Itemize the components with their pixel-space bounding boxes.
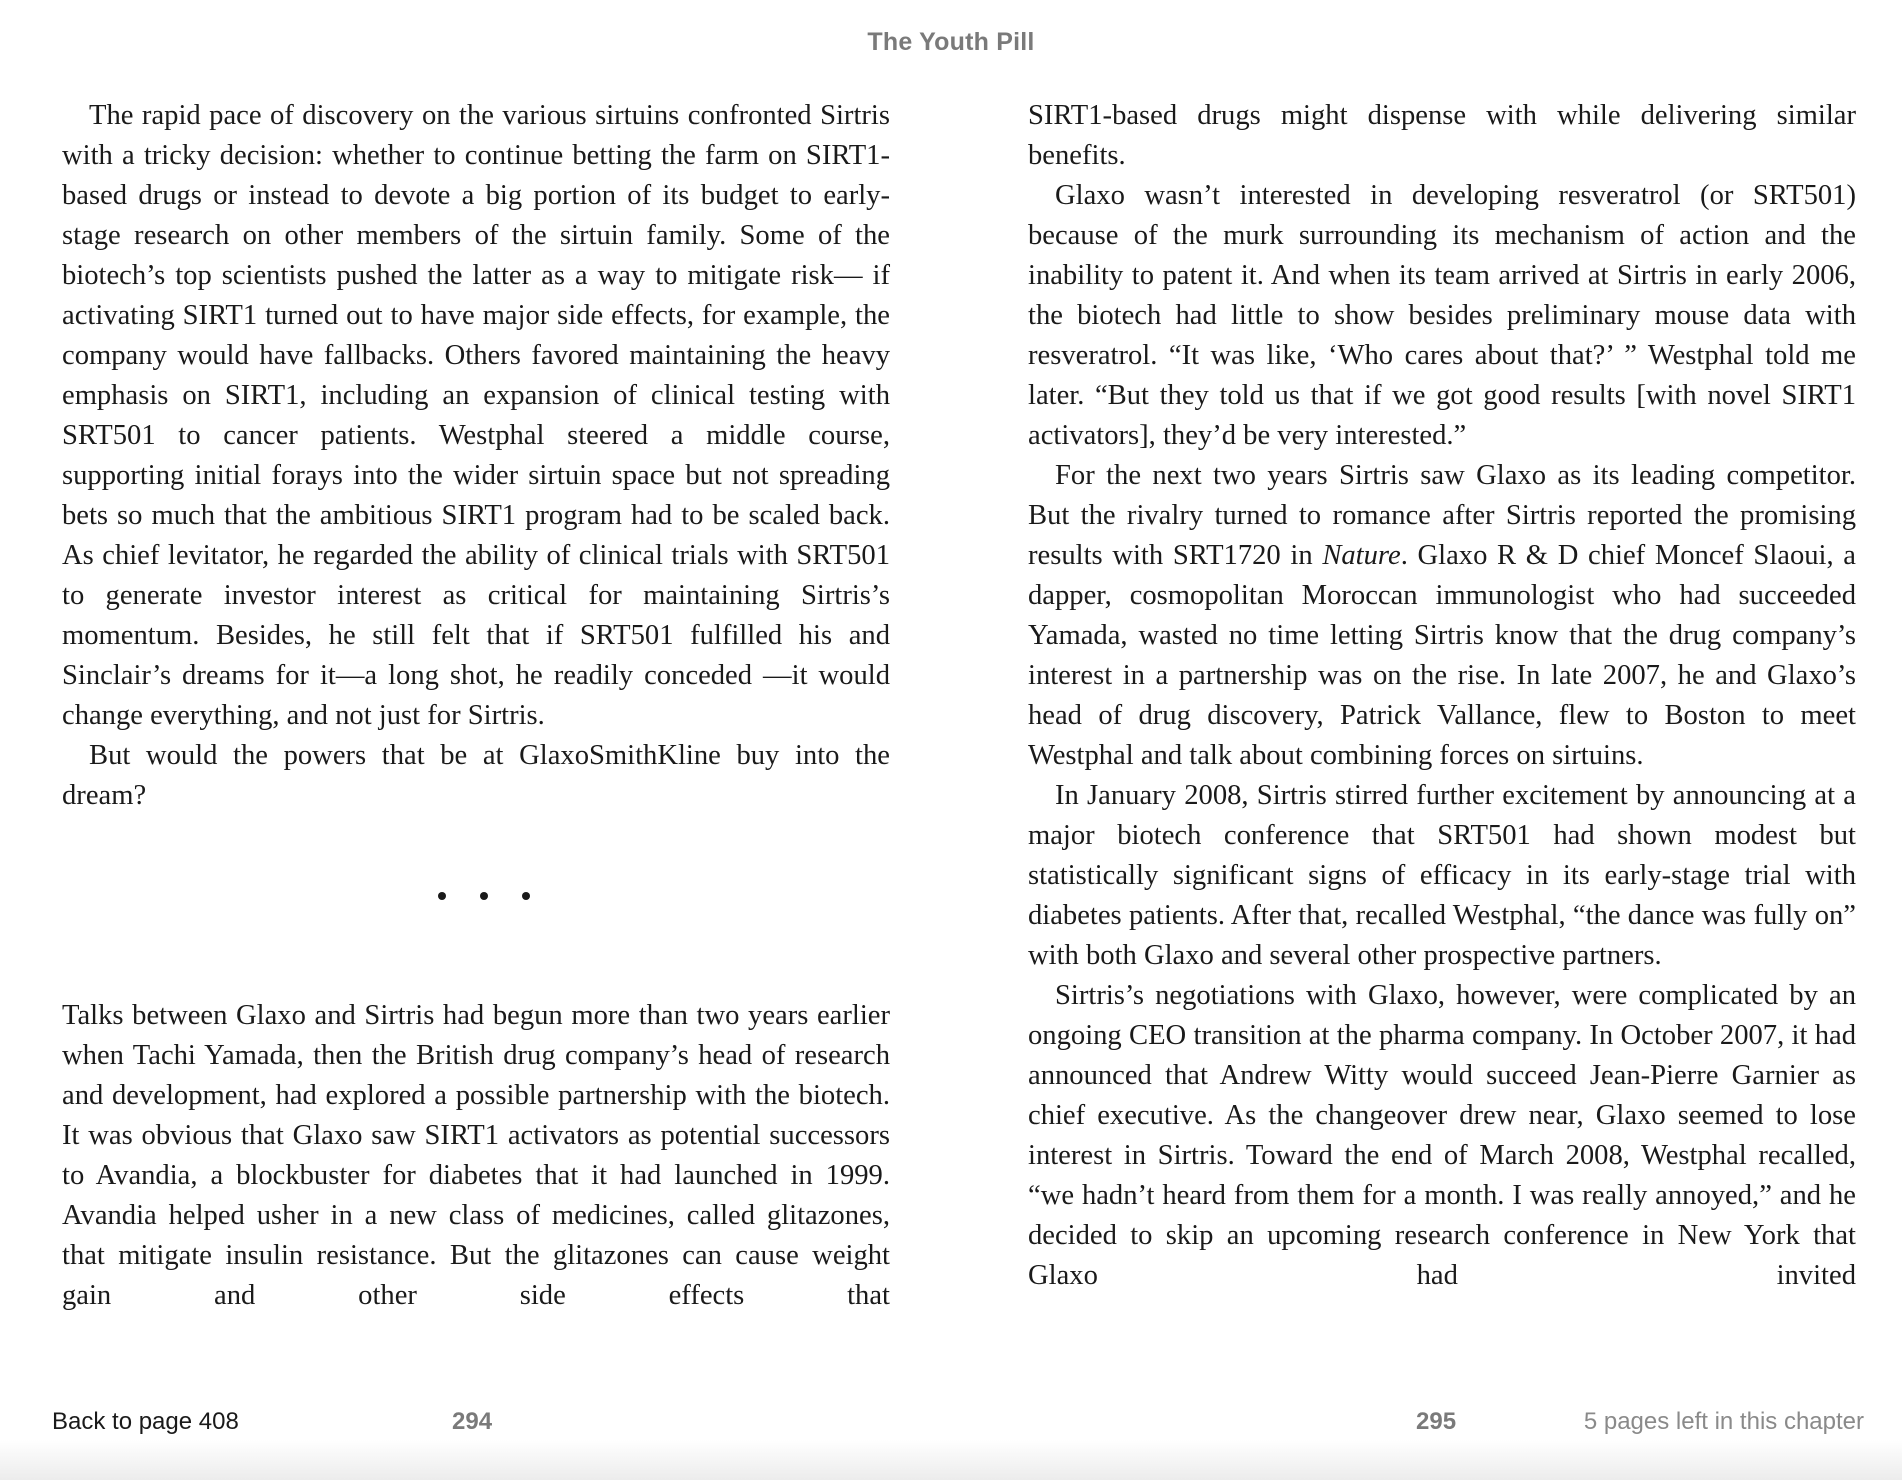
pages-left-in-chapter: 5 pages left in this chapter	[1583, 1408, 1864, 1435]
right-page	[1028, 96, 1856, 1296]
right-continuation: SIRT1-based drugs might dispense with while delivering similar benefits.	[1028, 100, 1856, 171]
right-paragraph-2-end: . Glaxo R & D chief Moncef Slaoui, a dapper, cosmopolitan Moroccan immunologist who had succeeded Yamada, wasted no time letting Sirtris know that the drug company’s interest in a partnership was on the rise. In late 2007, he and Glaxo’s head of drug discovery, Patrick Vallance, flew to Boston to meet Westphal and talk about combining forces on sirtuins.	[1028, 540, 1856, 771]
left-paragraph-after-break: Talks between Glaxo and Sirtris had begun more than two years earlier when Tachi Yamada, then the British drug company’s head of research and development, had explored a possible partnership with the biotech. It was obvious that Glaxo saw SIRT1 activators as potential successors to Avandia, a blockbuster for diabetes that it had launched in 1999. Avandia helped usher in a new class of medicines, called glitazones, that mitigate insulin resistance. But the glitazones can cause weight gain and other side effects that	[62, 1000, 890, 1311]
right-paragraph-1: Glaxo wasn’t interested in developing resveratrol (or SRT501) because of the murk surrounding its mechanism of action and the inability to patent it. And when its team arrived at Sirtris in early 2006, the biotech had little to show besides preliminary mouse data with resveratrol. “It was like, ‘Who cares about that?’ ” Westphal told me later. “But they told us that if we got good results [with novel SIRT1 activators], they’d be very interested.”	[1028, 180, 1856, 451]
scene-break	[62, 856, 890, 936]
left-page-number: 294	[452, 1408, 493, 1435]
book-title: The Youth Pill	[867, 28, 1035, 56]
right-paragraph-4: Sirtris’s negotiations with Glaxo, however, were complicated by an ongoing CEO transition at the pharma company. In October 2007, it had announced that Andrew Witty would succeed Jean-Pierre Garnier as chief executive. As the changeover drew near, Glaxo seemed to lose interest in Sirtris. Toward the end of March 2008, Westphal recalled, “we hadn’t heard from them for a month. I was really annoyed,” and he decided to skip an upcoming research conference in New York that Glaxo had invited	[1028, 980, 1856, 1291]
scene-break-dot	[480, 892, 488, 900]
scene-break-dot	[522, 892, 530, 900]
back-to-page-link[interactable]: Back to page 408	[52, 1408, 239, 1435]
right-paragraph-3: In January 2008, Sirtris stirred further excitement by announcing at a major biotech conference that SRT501 had shown modest but statistically significant signs of efficacy in its early-stage trial with diabetes patients. After that, recalled Westphal, “the dance was fully on” with both Glaxo and several other prospective partners.	[1028, 780, 1856, 971]
left-paragraph-2: But would the powers that be at GlaxoSmithKline buy into the dream?	[62, 740, 890, 811]
journal-title: Nature	[1322, 540, 1401, 571]
right-page-number: 295	[1416, 1408, 1457, 1435]
right-paragraph-2	[1028, 456, 1856, 776]
left-paragraph-1: The rapid pace of discovery on the various sirtuins confronted Sirtris with a tricky decision: whether to continue betting the farm on SIRT1-based drugs or instead to devote a big portion of its budget to early-stage research on other members of the sirtuin family. Some of the biotech’s top scientists pushed the latter as a way to mitigate risk— if activating SIRT1 turned out to have major side effects, for example, the company would have fallbacks. Others favored maintaining the heavy emphasis on SIRT1, including an expansion of clinical testing with SRT501 to cancer patients. Westphal steered a middle course, supporting initial forays into the wider sirtuin space but not spreading bets so much that the ambitious SIRT1 program had to be scaled back. As chief levitator, he regarded the ability of clinical trials with SRT501 to generate investor interest as critical for maintaining Sirtris’s momentum. Besides, he still felt that if SRT501 fulfilled his and Sinclair’s dreams for it—a long shot, he readily conceded —it would change everything, and not just for Sirtris.	[62, 100, 890, 731]
left-page	[62, 96, 890, 1316]
bottom-edge-shade	[0, 1440, 1902, 1480]
scene-break-dot	[438, 892, 446, 900]
right-paragraph-2-start: For the next two years Sirtris saw Glaxo as its leading competitor. But the rivalry turned to romance after Sirtris reported the promising results with SRT1720 in	[1028, 460, 1856, 571]
